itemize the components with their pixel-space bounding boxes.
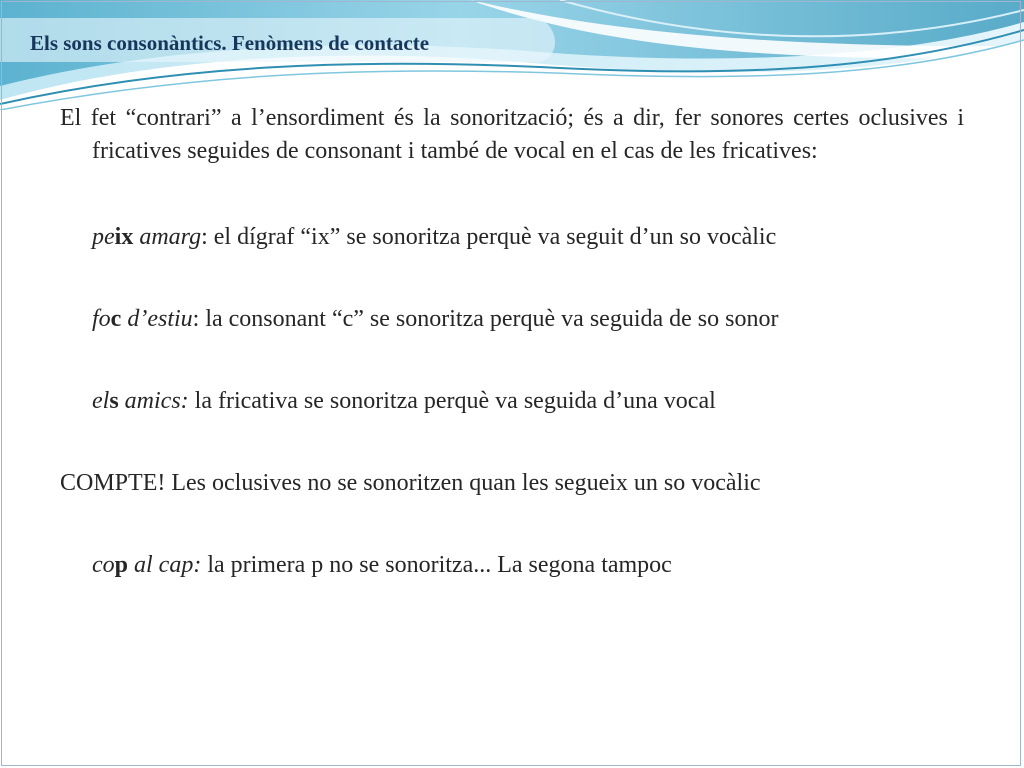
slide-title: Els sons consonàntics. Fenòmens de contacte xyxy=(30,31,430,55)
example-1-explanation: el dígraf “ix” se sonoritza perquè va seguit d’un so vocàlic xyxy=(207,224,777,250)
example-3-prefix: el xyxy=(92,388,110,414)
last-example-line xyxy=(60,550,964,580)
slide-body xyxy=(60,102,964,580)
example-line-2 xyxy=(60,304,964,334)
example-1-separator: : xyxy=(201,224,208,250)
last-example-suffix: al cap: xyxy=(128,552,202,578)
last-example-highlight: p xyxy=(114,552,129,578)
example-2-prefix: fo xyxy=(92,306,111,332)
last-example-explanation: la primera p no se sonoritza... La segona tampoc xyxy=(201,552,672,578)
example-2-separator: : xyxy=(192,306,200,332)
example-line-3 xyxy=(60,386,964,416)
example-1-prefix: pe xyxy=(92,224,115,250)
intro-paragraph: El fet “contrari” a l’ensordiment és la sonorització; és a dir, fer sonores certes oclusives i fricatives seguides de consonant i també de vocal en el cas de les fricatives: xyxy=(60,105,964,164)
example-3-explanation: la fricativa se sonoritza perquè va seguida d’una vocal xyxy=(188,388,716,414)
example-3-suffix: amics: xyxy=(118,388,189,414)
example-2-explanation: la consonant “c” se sonoritza perquè va seguida de so sonor xyxy=(199,306,779,332)
example-2-suffix: d’estiu xyxy=(121,306,193,332)
example-2-highlight: c xyxy=(110,306,122,332)
example-3-highlight: s xyxy=(109,388,119,414)
example-line-1 xyxy=(60,222,964,252)
example-1-suffix: amarg xyxy=(133,224,202,250)
warning-line: COMPTE! Les oclusives no se sonoritzen quan les segueix un so vocàlic xyxy=(60,470,761,496)
example-1-highlight: ix xyxy=(114,224,134,250)
last-example-prefix: co xyxy=(92,552,115,578)
